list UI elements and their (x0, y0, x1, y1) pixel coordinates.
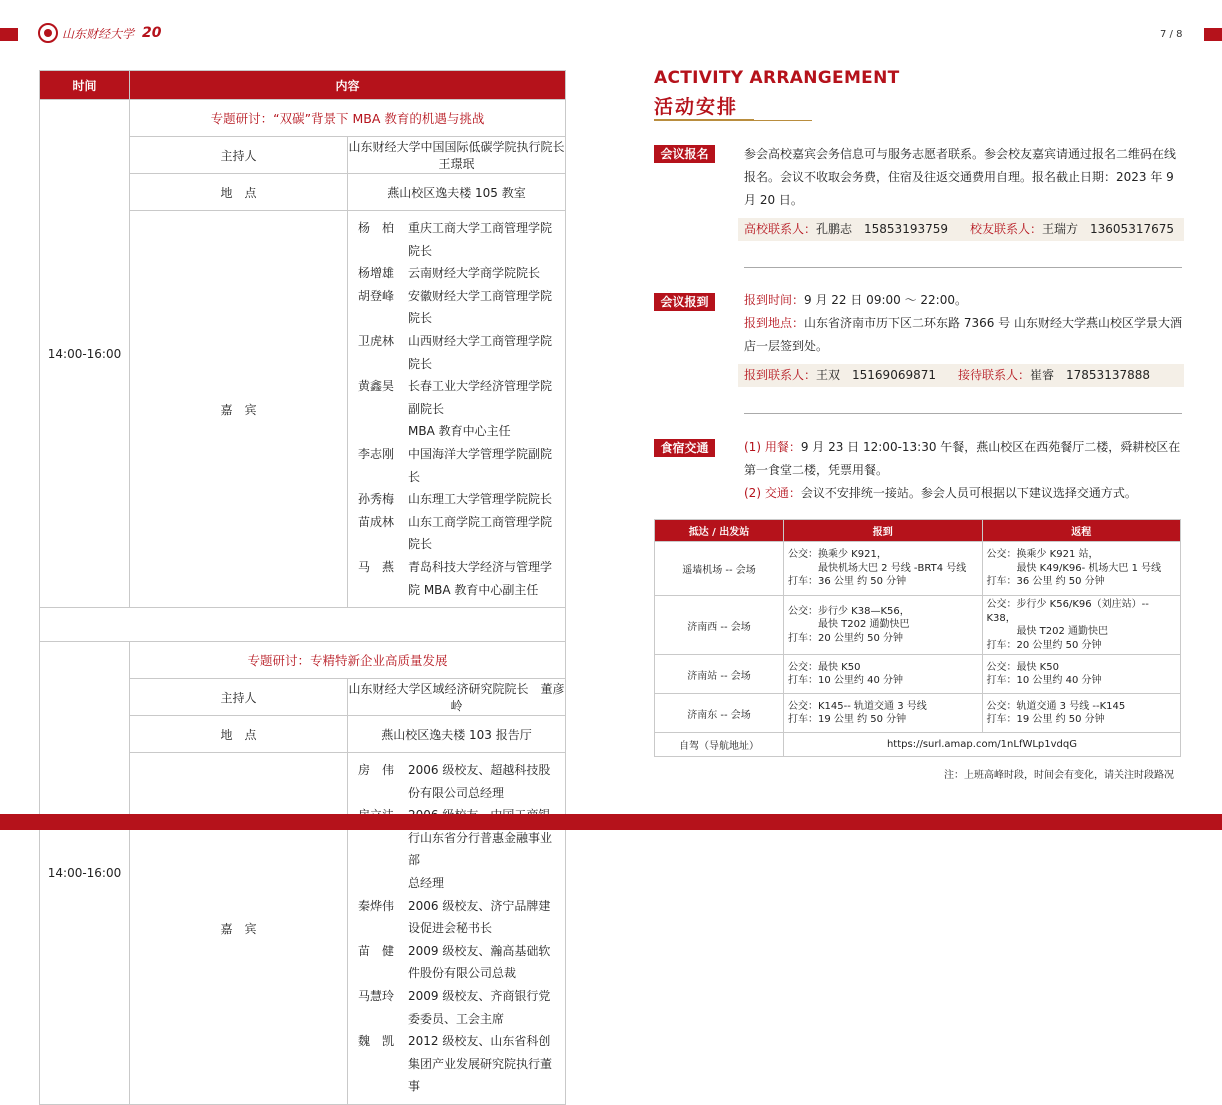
guest-name: 杨 柏 (358, 221, 395, 235)
place-label: 地 点 (130, 716, 348, 753)
contact-label: 高校联系人： (744, 222, 817, 236)
guest-title: 2006 级校友、超越科技股份有限公司总经理 (408, 763, 551, 800)
self-drive-url[interactable]: https://surl.amap.com/1nLfWLp1vdqG (784, 733, 1181, 757)
checkin-time-label: 报到时间： (744, 293, 805, 307)
table-row (655, 733, 1181, 757)
route-line: 打车：36 公里 约 50 分钟 (986, 576, 1105, 588)
host-label: 主持人 (130, 137, 348, 174)
section-divider (744, 413, 1182, 414)
guest-name (358, 420, 408, 443)
route-line: 公交：轨道交通 3 号线 --K145 (986, 700, 1126, 712)
return-cell (982, 542, 1181, 596)
guest-name (358, 872, 408, 895)
traffic-value: 会议不安排统一接站。参会人员可根据以下建议选择交通方式。 (800, 486, 1137, 500)
guest-item (358, 985, 555, 1030)
guest-item (358, 285, 555, 330)
route-line: 公交：步行少 K38—K56， (788, 605, 910, 617)
checkin-time-value: 9 月 22 日 09:00 ～ 22:00。 (804, 293, 967, 307)
guest-title: 云南财经大学商学院院长 (408, 266, 541, 281)
contact-value: 王双 15169069871 (816, 368, 936, 382)
guest-item (358, 895, 555, 940)
guest-name: 马慧玲 (358, 989, 395, 1004)
guest-title: 2009 级校友、齐商银行党委委员、工会主席 (408, 989, 551, 1026)
checkin-tag: 会议报到 (654, 293, 715, 311)
column-header-arrive: 报到 (784, 520, 983, 542)
place-value: 燕山校区逸夫楼 103 报告厅 (348, 716, 566, 753)
contact-label: 接待联系人： (958, 368, 1031, 382)
self-drive-label: 自驾（导航地址） (655, 733, 784, 757)
arrive-cell (784, 694, 983, 733)
contact-value: 崔睿 17853137888 (1030, 368, 1150, 382)
header-right-bar (1204, 28, 1222, 41)
guests-label: 嘉 宾 (130, 753, 348, 1105)
guest-item (358, 511, 555, 556)
guest-title: 安徽财经大学工商管理学院院长 (408, 288, 553, 326)
route-line: 公交：换乘少 K921 站， (986, 549, 1099, 561)
guest-item (358, 872, 555, 895)
registration-tag: 会议报名 (654, 145, 715, 163)
contact-value: 孔鹏志 15853193759 (816, 222, 948, 236)
guest-title: 重庆工商大学工商管理学院院长 (408, 221, 553, 258)
schedule-table (39, 70, 577, 1105)
host-value: 山东财经大学区域经济研究院院长 董彦岭 (348, 679, 566, 716)
station-cell: 济南东 -- 会场 (655, 694, 784, 733)
guest-item (358, 217, 555, 262)
guest-item (358, 420, 555, 443)
guest-item (358, 759, 555, 804)
guest-title: 总经理 (408, 876, 445, 891)
guest-item (358, 940, 555, 985)
route-line: 公交：最快 K50 (788, 661, 861, 673)
title-underline-thin (754, 120, 812, 121)
guest-item (358, 556, 555, 601)
station-cell: 济南站 -- 会场 (655, 655, 784, 694)
column-header-content: 内容 (130, 71, 566, 100)
logo-text: 山东财经大学 (62, 26, 135, 41)
section-title-cn: 活动安排 (654, 96, 739, 118)
guest-item (358, 443, 555, 488)
column-header-station: 抵达 / 出发站 (655, 520, 784, 542)
traffic-label: (2) 交通： (744, 486, 801, 500)
guest-name: 秦烨伟 (358, 898, 395, 913)
arrive-cell (784, 542, 983, 596)
place-value: 燕山校区逸夫楼 105 教室 (348, 174, 566, 211)
seal-icon (38, 23, 58, 43)
guest-item (358, 375, 555, 420)
university-logo (38, 20, 162, 46)
route-line: 最快 T202 通勤快巴 (986, 626, 1109, 637)
guest-item (358, 262, 555, 285)
guest-name: 房 伟 (358, 763, 395, 778)
meal-value: 9 月 23 日 12:00-13:30 午餐，燕山校区在西苑餐厅二楼，舜耕校区在第一食堂二楼，凭票用餐。 (744, 440, 1181, 477)
host-label: 主持人 (130, 679, 348, 716)
checkin-contacts (738, 364, 1184, 387)
guest-name: 卫虎林 (358, 333, 395, 348)
station-cell: 遥墙机场 -- 会场 (655, 542, 784, 596)
header-left-bar (0, 28, 18, 41)
return-cell (982, 694, 1181, 733)
arrive-cell (784, 596, 983, 655)
table-row (655, 596, 1181, 655)
registration-text: 参会高校嘉宾会务信息可与服务志愿者联系。参会校友嘉宾请通过报名二维码在线报名。会议不收取会务费，住宿及往返交通费用自理。报名截止日期：2023 年 9 月 20 日。 (744, 147, 1177, 207)
anniversary-mark: 20 (142, 25, 162, 41)
footnote: 注：上班高峰时段，时间会有变化，请关注时段路况 (944, 770, 1174, 781)
session-divider (40, 608, 566, 642)
meal-label: (1) 用餐： (744, 440, 801, 454)
guest-title: 青岛科技大学经济与管理学院 MBA 教育中心副主任 (408, 559, 553, 597)
guest-name: 李志刚 (358, 446, 395, 461)
guest-name: 孙秀梅 (358, 492, 395, 507)
footer-bar (0, 814, 1222, 830)
session-time: 14:00-16:00 (40, 100, 130, 608)
guest-title: 山东工商学院工商管理学院院长 (408, 514, 553, 552)
station-cell: 济南西 -- 会场 (655, 596, 784, 655)
checkin-text (744, 289, 1184, 358)
contact-value: 王瑞方 13605317675 (1042, 222, 1174, 236)
guest-list (348, 753, 566, 1105)
guest-title: 山东理工大学管理学院院长 (408, 492, 553, 507)
contact-label: 校友联系人： (970, 222, 1043, 236)
guest-name: 苗 健 (358, 943, 395, 958)
guest-title: MBA 教育中心主任 (408, 424, 511, 439)
route-line: 公交：最快 K50 (986, 661, 1059, 673)
checkin-place-label: 报到地点： (744, 316, 805, 330)
guest-list (348, 211, 566, 608)
registration-contacts (738, 218, 1184, 241)
place-label: 地 点 (130, 174, 348, 211)
session-topic: 专题研讨：专精特新企业高质量发展 (130, 642, 566, 679)
route-line: 最快 T202 通勤快巴 (788, 619, 910, 631)
route-line: 打车：20 公里约 50 分钟 (788, 632, 903, 644)
arrive-cell (784, 655, 983, 694)
guests-label: 嘉 宾 (130, 211, 348, 608)
route-line: 最快 K49/K96- 机场大巴 1 号线 (986, 562, 1162, 574)
table-row (655, 694, 1181, 733)
return-cell (982, 655, 1181, 694)
checkin-place-value: 山东省济南市历下区二环东路 7366 号 山东财经大学燕山校区学景大酒店一层签到处。 (744, 316, 1183, 353)
title-underline (654, 119, 754, 121)
guest-item (358, 330, 555, 375)
guest-title: 2012 级校友、山东省科创集团产业发展研究院执行董事 (408, 1034, 553, 1094)
table-row (655, 655, 1181, 694)
guest-title: 长春工业大学经济管理学院副院长 (408, 379, 553, 416)
lodging-text (744, 436, 1184, 505)
guest-name: 苗成林 (358, 514, 395, 529)
guest-title: 2009 级校友、瀚高基础软件股份有限公司总裁 (408, 943, 551, 981)
return-cell (982, 596, 1181, 655)
guest-item (358, 1030, 555, 1098)
route-line: 最快机场大巴 2 号线 -BRT4 号线 (788, 562, 967, 574)
route-line: 公交：K145-- 轨道交通 3 号线 (788, 700, 927, 712)
guest-title: 行山东省分行普惠金融事业部 (408, 830, 553, 868)
guest-title: 2006 级校友、济宁品牌建设促进会秘书长 (408, 898, 551, 936)
session-time: 14:00-16:00 (40, 642, 130, 1105)
column-header-return: 返程 (982, 520, 1181, 542)
guest-name: 黄鑫昊 (358, 379, 395, 394)
route-line: 打车：19 公里 约 50 分钟 (788, 714, 907, 725)
host-value: 山东财经大学中国国际低碳学院执行院长 王璟珉 (348, 137, 566, 174)
table-row (655, 542, 1181, 596)
guest-name: 马 燕 (358, 559, 395, 574)
guest-title: 中国海洋大学管理学院副院长 (408, 446, 553, 484)
section-title-en: ACTIVITY ARRANGEMENT (654, 68, 900, 88)
route-line: 打车：10 公里约 40 分钟 (788, 675, 903, 686)
guest-title: 山西财经大学工商管理学院院长 (408, 333, 553, 371)
route-line: 打车：20 公里约 50 分钟 (986, 639, 1102, 651)
route-line: 公交：换乘少 K921， (788, 549, 887, 561)
route-line: 打车：19 公里 约 50 分钟 (986, 714, 1105, 725)
route-line: 打车：36 公里 约 50 分钟 (788, 576, 907, 588)
session-topic: 专题研讨：“双碳”背景下 MBA 教育的机遇与挑战 (130, 100, 566, 137)
guest-item (358, 488, 555, 511)
column-header-time: 时间 (40, 71, 130, 100)
guest-name: 杨增雄 (358, 266, 395, 281)
transport-table (654, 519, 1181, 757)
route-line: 公交：步行少 K56/K96（刘庄站）--K38， (986, 599, 1149, 624)
route-line: 打车：10 公里约 40 分钟 (986, 675, 1102, 686)
lodging-tag: 食宿交通 (654, 439, 715, 457)
guest-name: 魏 凯 (358, 1034, 395, 1049)
contact-label: 报到联系人： (744, 368, 817, 382)
guest-name: 胡登峰 (358, 288, 395, 303)
page-number: 7 / 8 (1160, 29, 1183, 40)
section-divider (744, 267, 1182, 268)
